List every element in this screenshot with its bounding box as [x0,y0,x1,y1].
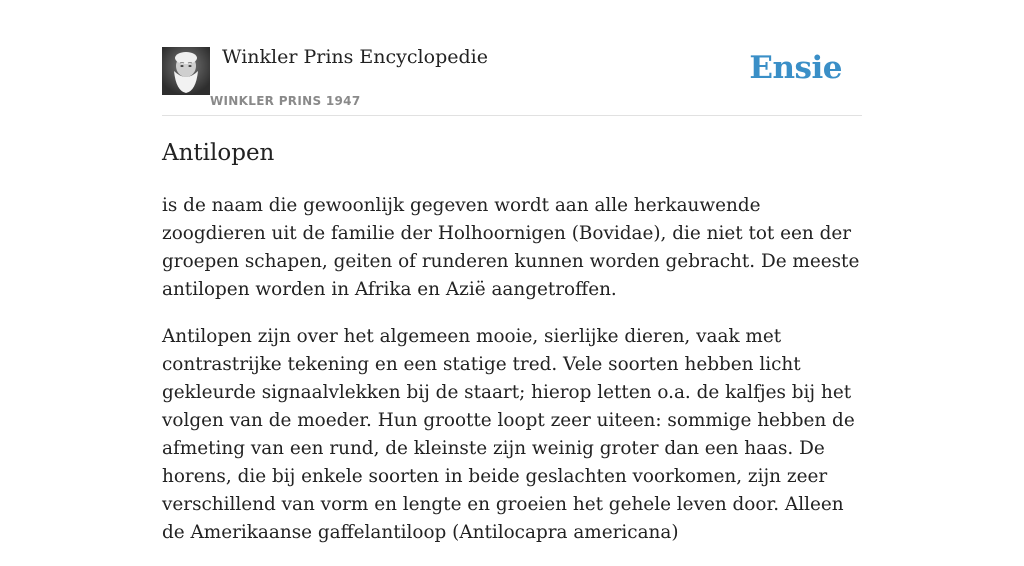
paragraph: Antilopen zijn over het algemeen mooie, sierlijke dieren, vaak met contrastrijke tekening en een statige tred. Vele soorten hebben licht gekleurde signaalvlekken bij de staart; hierop letten o.a. de kalfjes bij het volgen van de moeder. Hun grootte loopt zeer uiteen: sommige hebben de afmeting van een rund, de kleinste zijn weinig groter dan een haas. De horens, die bij enkele soorten in beide geslachten voorkomen, zijn zeer verschillend van vorm en lengte en groeien het gehele leven door. Alleen de Amerikaanse gaffelantiloop (Antilocapra americana) [162,326,855,543]
article-body [162,192,862,566]
author-name[interactable]: Winkler Prins Encyclopedie [222,46,488,68]
article-header [162,0,862,116]
content-container [162,0,862,543]
brand-logo[interactable]: Ensie [749,50,842,86]
source-label[interactable]: WINKLER PRINS 1947 [210,94,361,108]
portrait-icon [162,47,210,95]
avatar[interactable] [162,47,210,95]
article-title: Antilopen [162,140,275,166]
paragraph: is de naam die gewoonlijk gegeven wordt aan alle herkauwende zoogdieren uit de familie der Holhoornigen (Bovidae), die niet tot een der groepen schapen, geiten of runderen kunnen worden gebracht. De meeste antilopen worden in Afrika en Azië aangetroffen. [162,195,860,300]
